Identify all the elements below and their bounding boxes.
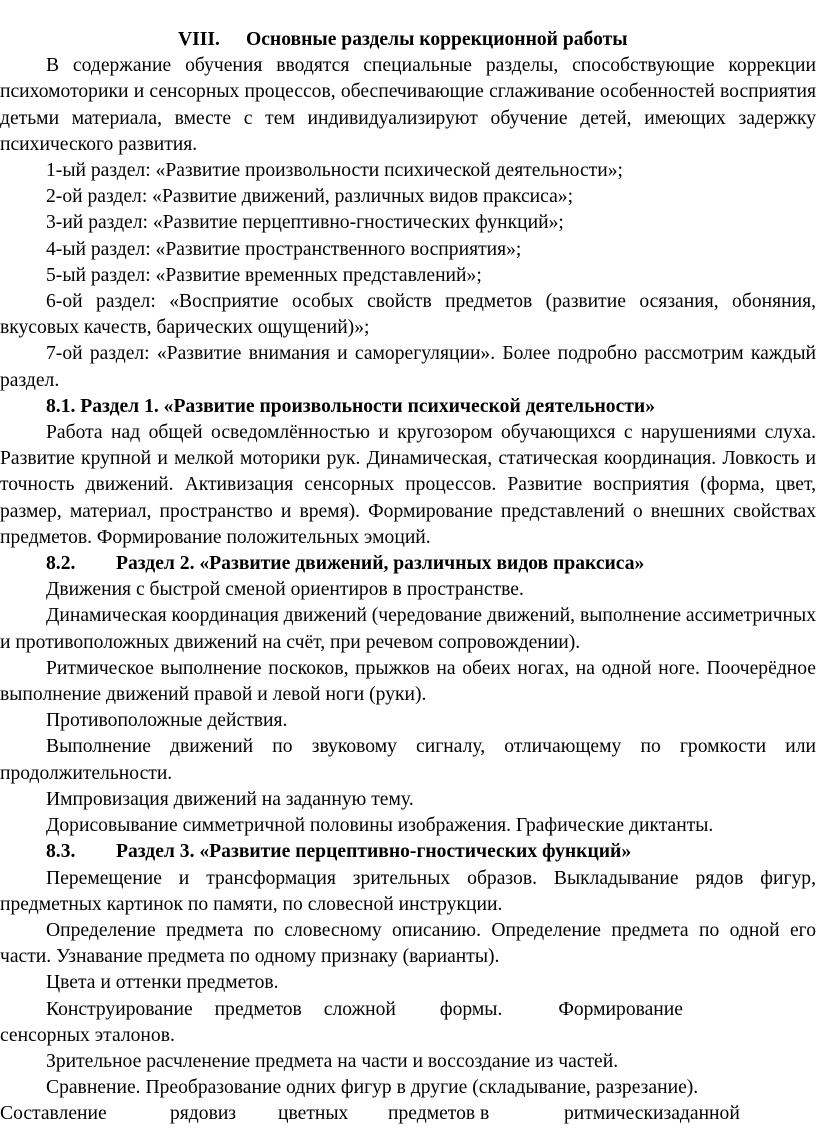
- section-2-paragraph: Дорисовывание симметричной половины изображения. Графические диктанты.: [46, 815, 714, 837]
- section-3-heading: 8.3. Раздел 3. «Развитие перцептивно-гностических функций»: [46, 841, 632, 863]
- section-2-heading: 8.2. Раздел 2. «Развитие движений, различных видов праксиса»: [46, 553, 645, 575]
- section-2-paragraph: Динамическая координация движений (чередование движений, выполнение ассиметричных и противоположных движений на счёт, при речевом сопровождении).: [0, 605, 816, 653]
- page-title: VIII. Основные разделы коррекционной работы: [178, 29, 628, 50]
- document-page: [0, 27, 816, 1128]
- section-3-last-line: Составление рядовиз цветных предметов в ритмическизаданной: [0, 1103, 740, 1125]
- section-list-item: 5-ый раздел: «Развитие временных представлений»;: [46, 264, 482, 286]
- section-2-paragraph: Выполнение движений по звуковому сигналу, отличающему по громкости или продолжительности.: [0, 736, 816, 784]
- section-3-paragraph: Цвета и оттенки предметов.: [46, 972, 279, 994]
- section-2-paragraph: Импровизация движений на заданную тему.: [46, 788, 414, 810]
- section-list-item: 4-ый раздел: «Развитие пространственного восприятия»;: [46, 238, 522, 260]
- section-3-paragraph: Зрительное расчленение предмета на части и воссоздание из частей.: [46, 1050, 619, 1072]
- section-1-paragraph: Работа над общей осведомлённостью и кругозором обучающихся с нарушениями слуха. Развитие крупной и мелкой моторики рук. Динамическая, статическая координация. Ловкость и точность движений. Активизация сенсорных процессов. Развитие восприятия (форма, цвет, размер, материал, пространство и время). Формирование представлений о внешних свойствах предметов. Формирование положительных эмоций.: [0, 422, 816, 548]
- section-2-paragraph: Противоположные действия.: [46, 710, 288, 732]
- section-2-paragraph: Ритмическое выполнение поскоков, прыжков на обеих ногах, на одной ноге. Поочерёдное выполнение движений правой и левой ноги (руки).: [0, 657, 816, 706]
- section-2-paragraph: Движения с быстрой сменой ориентиров в пространстве.: [46, 579, 524, 601]
- section-3-paragraph: Определение предмета по словесному описанию. Определение предмета по одной его части. Узнавание предмета по одному признаку (варианты).: [0, 919, 816, 968]
- section-list-item: 3-ий раздел: «Развитие перцептивно-гностических функций»;: [46, 212, 564, 234]
- section-3-paragraph: Перемещение и трансформация зрительных образов. Выкладывание рядов фигур, предметных картинок по памяти, по словесной инструкции.: [0, 867, 816, 915]
- section-list-item: 2-ой раздел: «Развитие движений, различных видов праксиса»;: [46, 186, 574, 208]
- intro-paragraph: В содержание обучения вводятся специальные разделы, способствующие коррекции психомоторики и сенсорных процессов, обеспечивающие сглаживание особенностей восприятия детьми материала, вместе с тем индивидуализируют обучение детей, имеющих задержку психического развития.: [0, 55, 816, 155]
- section-3-paragraph: Сравнение. Преобразование одних фигур в другие (складывание, разрезание).: [46, 1077, 699, 1099]
- section-1-heading: 8.1. Раздел 1. «Развитие произвольности психической деятельности»: [46, 395, 656, 417]
- section-list-item: 1-ый раздел: «Развитие произвольности психической деятельности»;: [46, 160, 623, 182]
- section-list-item: 7-ой раздел: «Развитие внимания и саморегуляции». Более подробно рассмотрим каждый раздел.: [0, 343, 816, 391]
- section-3-paragraph: Конструирование предметов сложной формы. Формирование сенсорных эталонов.: [0, 998, 683, 1046]
- section-list-item: 6-ой раздел: «Восприятие особых свойств предметов (развитие осязания, обоняния, вкусовых качеств, барических ощущений)»;: [0, 291, 816, 339]
